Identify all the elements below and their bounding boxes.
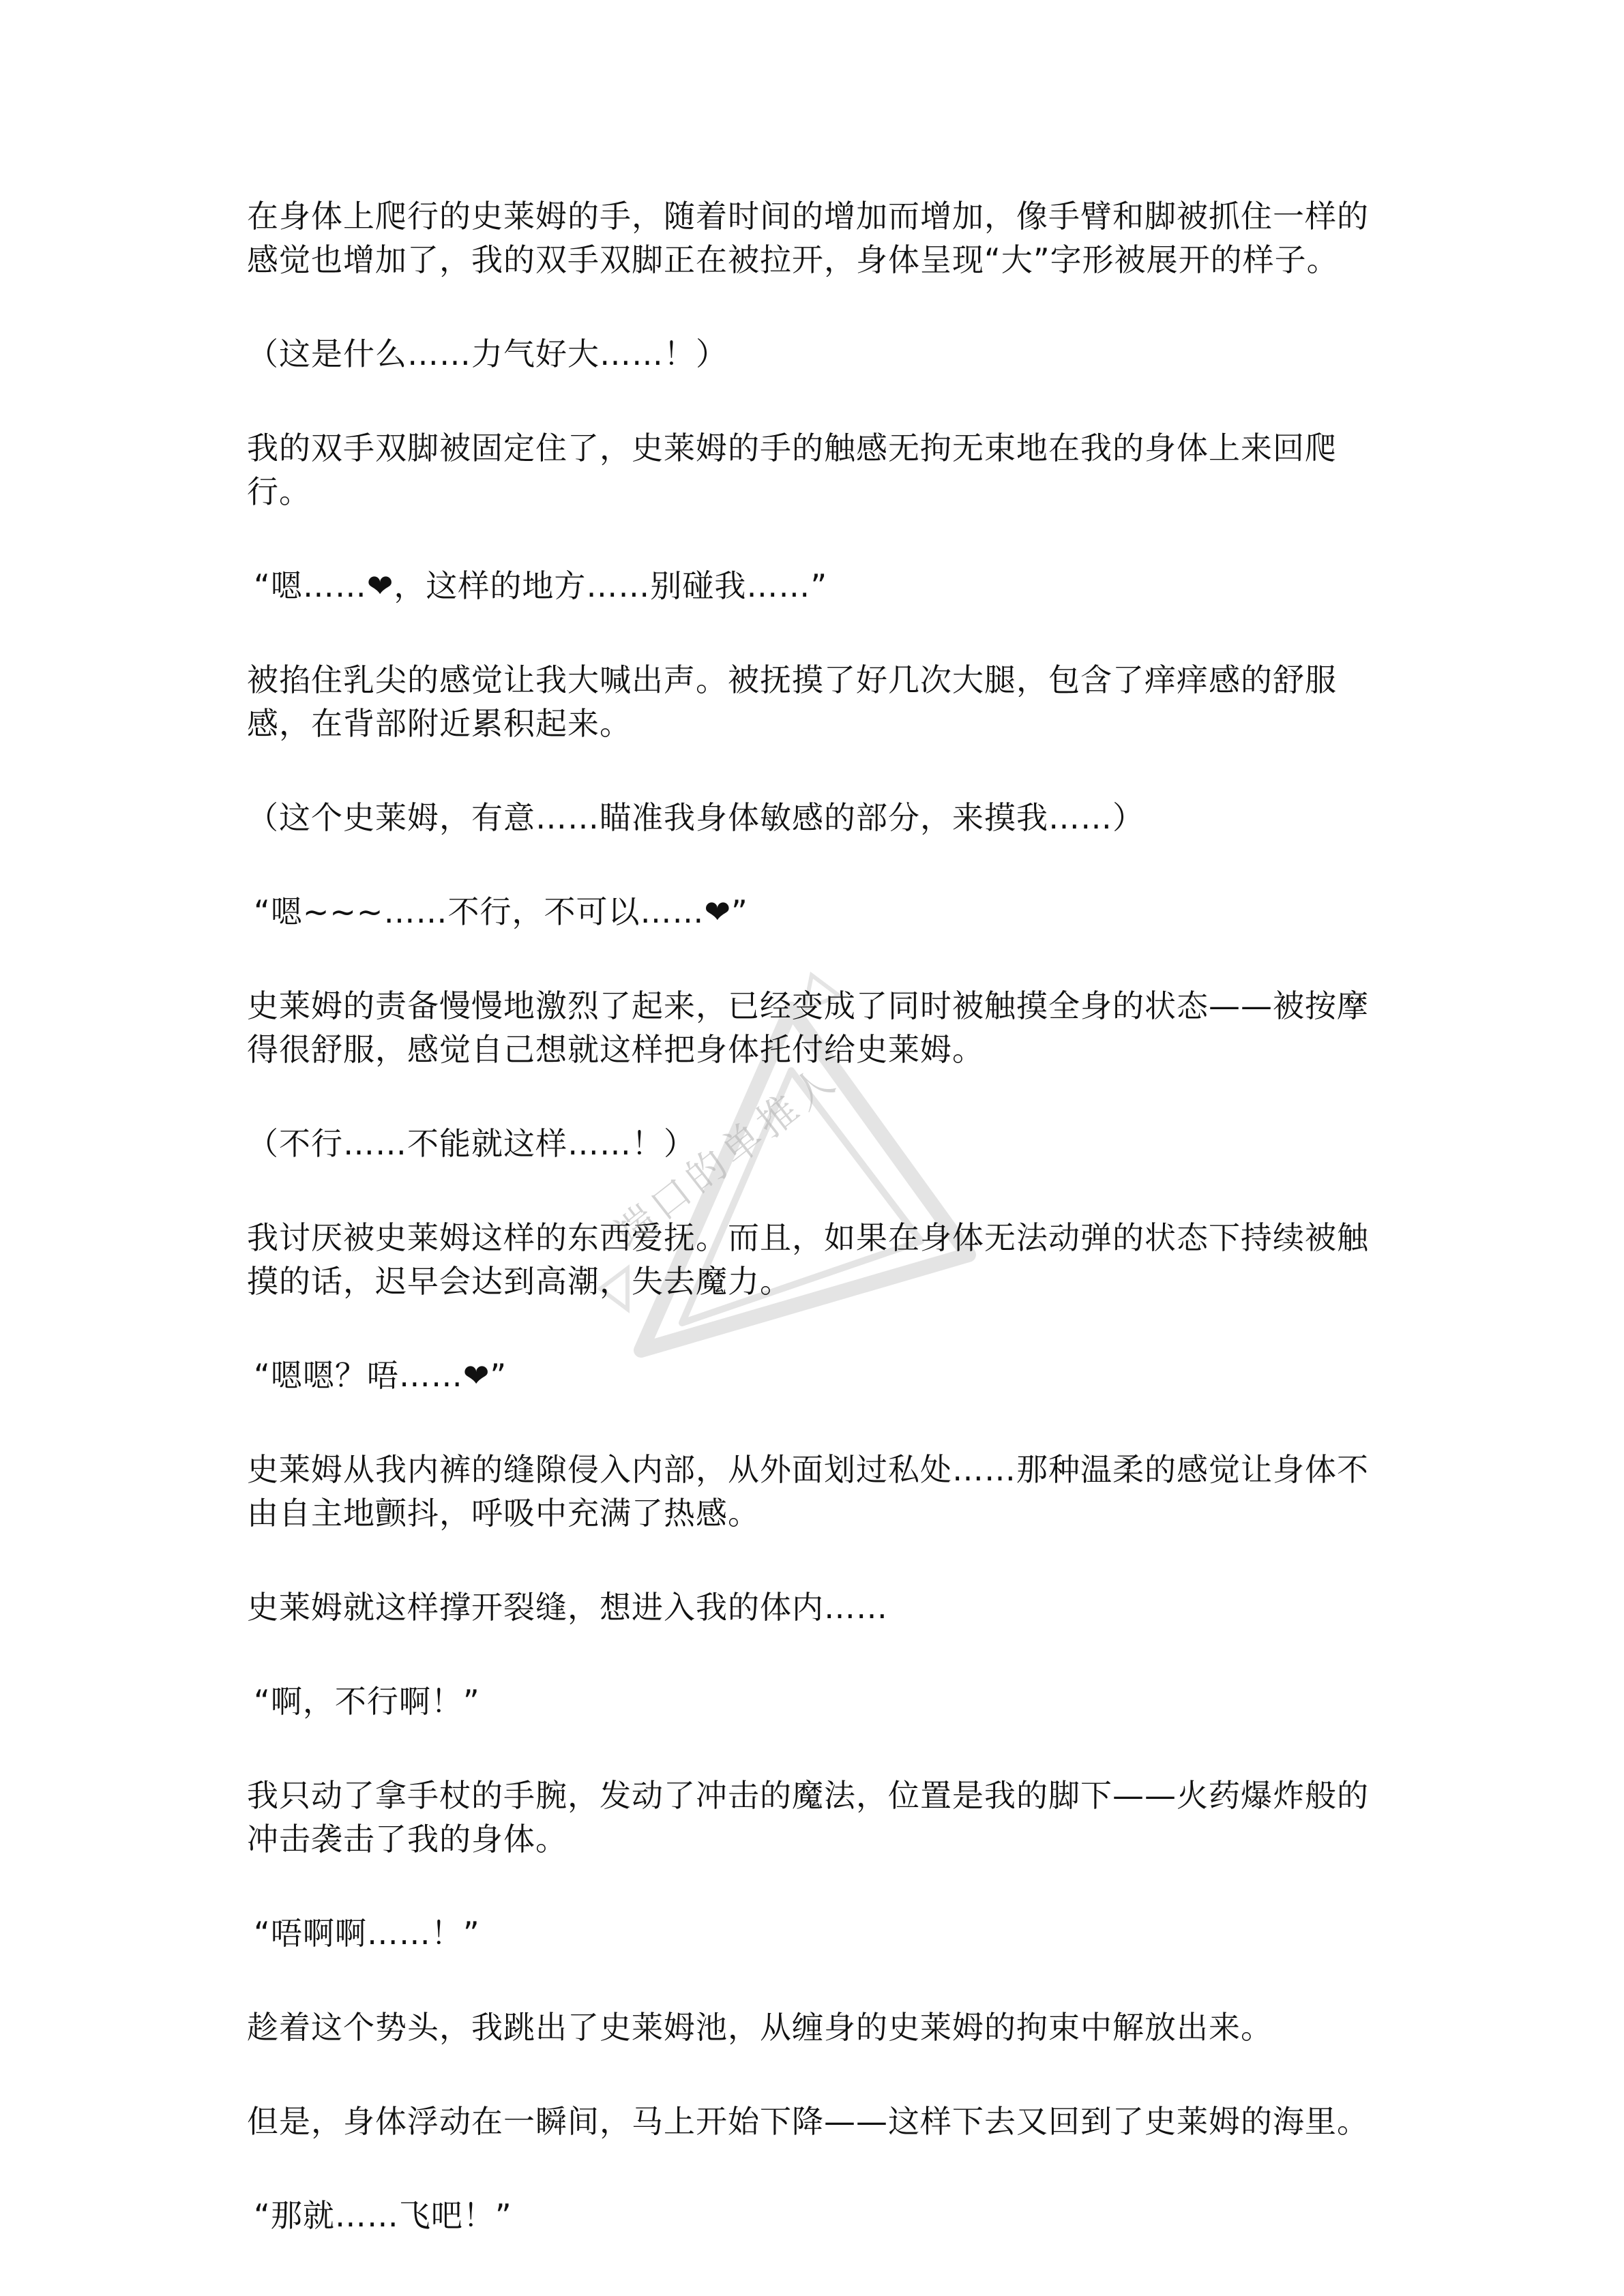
dialogue-line: “嗯……❤，这样的地方……别碰我……” (254, 567, 828, 604)
paragraph: 我的双手双脚被固定住了，史莱姆的手的触感无拘无束地在我的身体上来回爬行。 (247, 430, 1337, 510)
dialogue-line: “那就……飞吧！” (254, 2197, 512, 2234)
document-body (247, 194, 1393, 2288)
dialogue-line: “嗯嗯？唔……❤” (254, 1357, 507, 1394)
dialogue-line: “啊，不行啊！” (254, 1683, 480, 1720)
paragraph: 在身体上爬行的史莱姆的手，随着时间的增加而增加，像手臂和脚被抓住一样的感觉也增加了，我的双手双脚正在被拉开，身体呈现“大”字形被展开的样子。 (247, 198, 1369, 278)
paragraph: 被掐住乳尖的感觉让我大喊出声。被抚摸了好几次大腿，包含了痒痒感的舒服感，在背部附近累积起来。 (247, 661, 1337, 742)
paragraph: （这是什么……力气好大……！） (247, 336, 728, 372)
dialogue-line: “唔啊啊……！” (254, 1915, 480, 1952)
paragraph: （不行……不能就这样……！） (247, 1125, 696, 1162)
watermark-text: 端口的单推人 (606, 1054, 847, 1257)
paragraph: 史莱姆就这样撑开裂缝，想进入我的体内…… (247, 1589, 888, 1626)
paragraph: 趁着这个势头，我跳出了史莱姆池，从缠身的史莱姆的拘束中解放出来。 (247, 2009, 1273, 2046)
dialogue-line: “嗯~~~……不行，不可以……❤” (254, 893, 748, 930)
paragraph: 我只动了拿手杖的手腕，发动了冲击的魔法，位置是我的脚下——火药爆炸般的冲击袭击了我的身体。 (247, 1777, 1369, 1858)
paragraph: 我讨厌被史莱姆这样的东西爱抚。而且，如果在身体无法动弹的状态下持续被触摸的话，迟早会达到高潮，失去魔力。 (247, 1219, 1369, 1300)
paragraph: 但是，身体浮动在一瞬间，马上开始下降——这样下去又回到了史莱姆的海里。 (247, 2103, 1369, 2140)
paragraph: 史莱姆的责备慢慢地激烈了起来，已经变成了同时被触摸全身的状态——被按摩得很舒服，感觉自己想就这样把身体托付给史莱姆。 (247, 987, 1369, 1068)
paragraph: （这个史莱姆，有意……瞄准我身体敏感的部分，来摸我……） (247, 799, 1145, 836)
paragraph: 史莱姆从我内裤的缝隙侵入内部，从外面划过私处……那种温柔的感觉让身体不由自主地颤抖，呼吸中充满了热感。 (247, 1451, 1369, 1532)
